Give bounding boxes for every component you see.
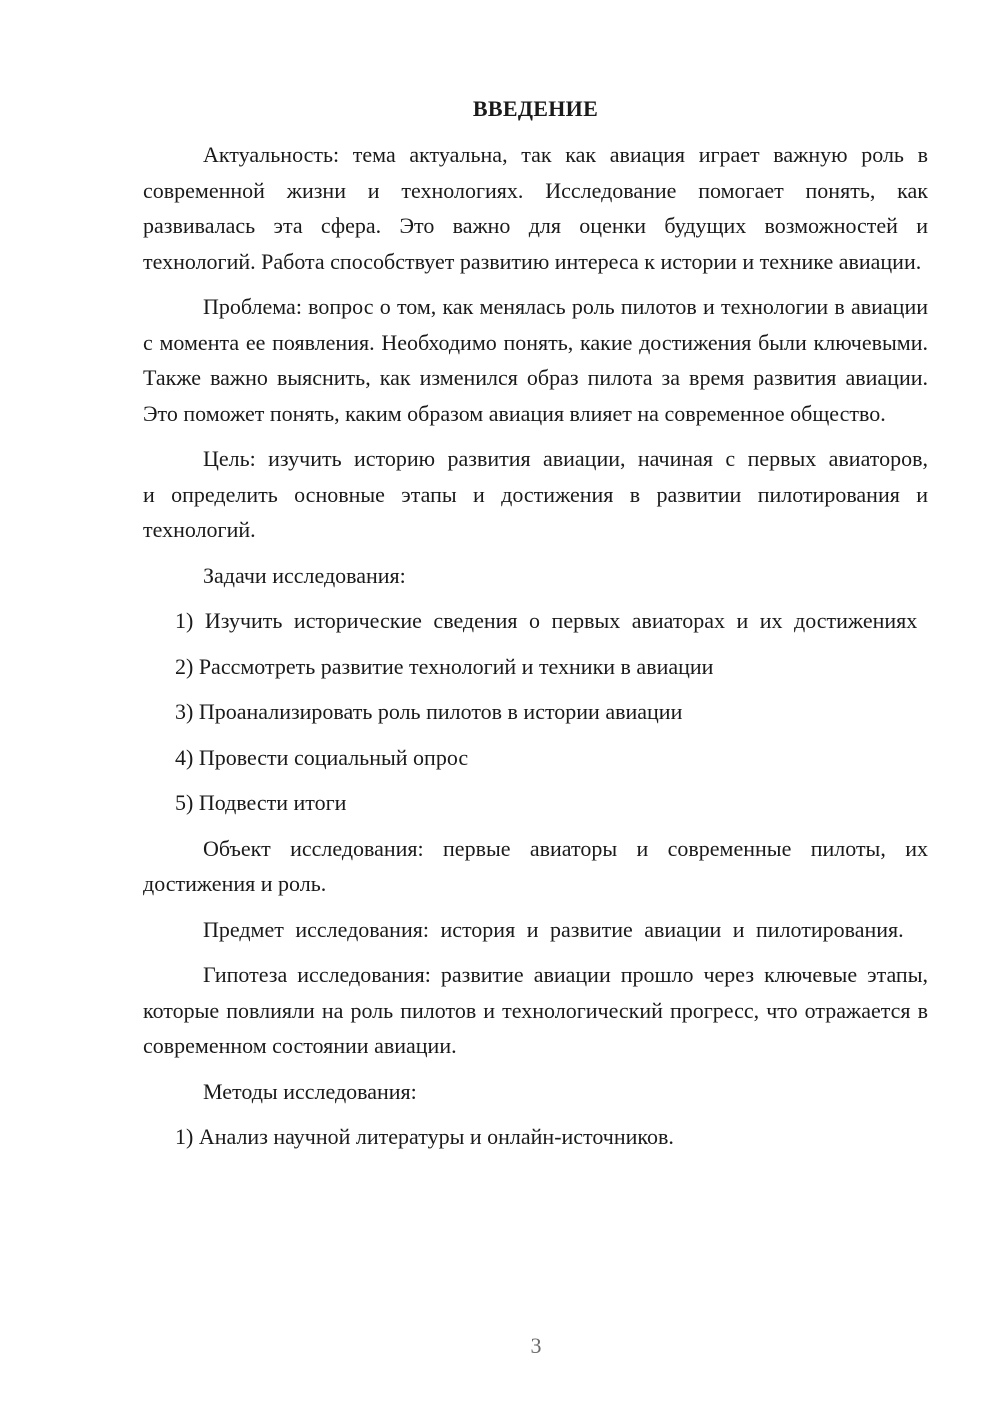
methods-list xyxy=(143,1119,928,1155)
task-item-2: 2) Рассмотреть развитие технологий и техники в авиации xyxy=(175,653,714,679)
task-item-5: 5) Подвести итоги xyxy=(175,790,347,815)
relevance-paragraph: Актуальность: тема актуальна, так как авиация играет важную роль в современной жизни и технологиях. Исследование помогает понять, как развивалась эта сфера. Это важно для оценки будущих возможностей и технологий. Работа способствует развитию интереса к истории и технике авиации. xyxy=(143,142,928,274)
goal-paragraph: Цель: изучить историю развития авиации, начиная с первых авиаторов, и определить основные этапы и достижения в развитии пилотирования и технологий. xyxy=(143,446,928,542)
subject-paragraph: Предмет исследования: история и развитие авиации и пилотирования. xyxy=(203,916,904,942)
tasks-list xyxy=(143,603,928,821)
page-number: 3 xyxy=(530,1333,542,1358)
object-paragraph: Объект исследования: первые авиаторы и современные пилоты, их достижения и роль. xyxy=(143,835,928,896)
tasks-heading: Задачи исследования: xyxy=(203,562,406,588)
section-title: ВВЕДЕНИЕ xyxy=(472,96,599,121)
document-body xyxy=(143,95,928,1165)
task-item-1: 1) Изучить исторические сведения о первых авиаторах и их достижениях xyxy=(175,608,918,633)
hypothesis-paragraph: Гипотеза исследования: развитие авиации прошло через ключевые этапы, которые повлияли на роль пилотов и технологический прогресс, что отражается в современном состоянии авиации. xyxy=(143,962,928,1058)
task-item-3: 3) Проанализировать роль пилотов в истории авиации xyxy=(175,699,683,724)
problem-paragraph: Проблема: вопрос о том, как менялась роль пилотов и технологии в авиации с момента ее появления. Необходимо понять, какие достижения были ключевыми. Также важно выяснить, как изменился образ пилота за время развития авиации. Это поможет понять, каким образом авиация влияет на современное общество. xyxy=(143,294,928,426)
method-item-1: 1) Анализ научной литературы и онлайн-источников. xyxy=(175,1124,674,1149)
task-item-4: 4) Провести социальный опрос xyxy=(175,744,469,770)
methods-heading: Методы исследования: xyxy=(203,1078,417,1104)
